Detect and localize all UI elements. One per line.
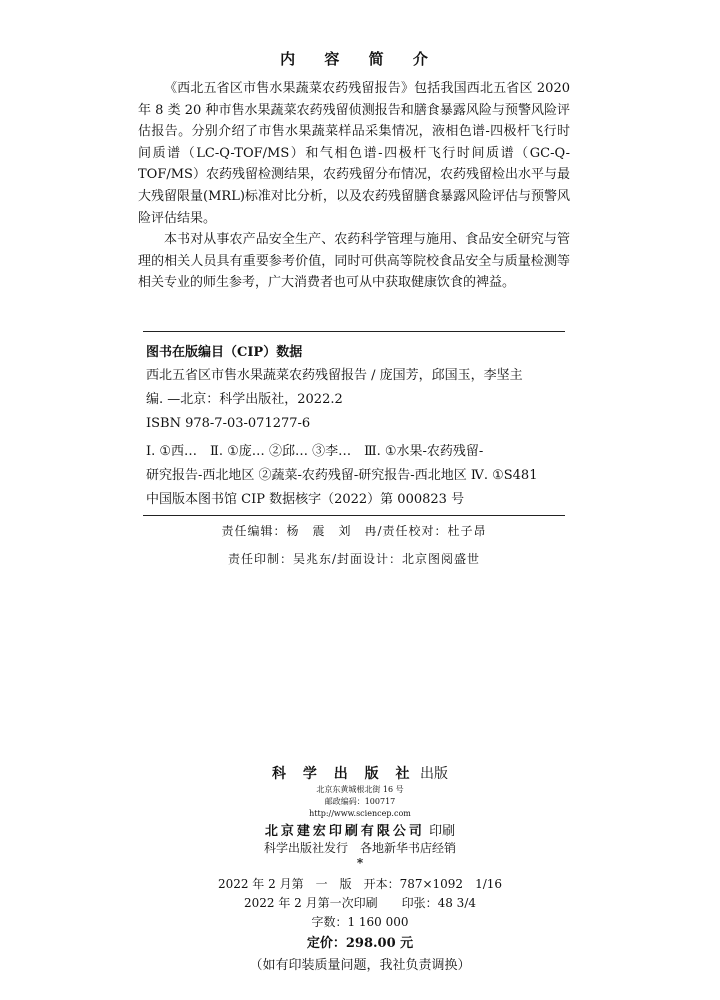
cip-top-divider [143, 331, 565, 332]
page-title: 内 容 简 介 [280, 50, 440, 68]
cip-data-block [146, 364, 564, 512]
publisher-line [0, 763, 720, 783]
cip-classification-line-2: 研究报告-西北地区 ②蔬菜-农药残留-研究报告-西北地区 Ⅳ. ①S481 [146, 468, 538, 483]
responsible-editors: 责任编辑：杨 震 刘 冉/责任校对：杜子昂 [221, 524, 487, 538]
price: 定价：298.00 元 [306, 936, 414, 951]
word-count: 字数：1 160 000 [311, 915, 409, 929]
cip-bottom-divider [143, 515, 565, 516]
summary-paragraph-1: 《西北五省区市售水果蔬菜农药残留报告》包括我国西北五省区 2020 年 8 类 20 种市售水果蔬菜农药残留侦测报告和膳食暴露风险与预警风险评估报告。分别介绍了市售水果蔬菜样品采集情况，液相色谱-四极杆飞行时间质谱（LC-Q-TOF/MS）和气相色谱-四极杆飞行时间质谱（GC-Q-TOF/MS）农药残留检测结果，农药残留分布情况，农药残留检出水平与最大残留限量(MRL)标准对比分析，以及农药残留膳食暴露风险评估与预警风险评估结果。 [138, 81, 570, 226]
printer-name: 北京建宏印刷有限公司 [264, 824, 425, 839]
cip-book-line-2: 编. —北京：科学出版社，2022.2 [146, 392, 343, 407]
cip-isbn: ISBN 978-7-03-071277-6 [146, 416, 311, 431]
book-summary [138, 78, 570, 294]
summary-paragraph-2: 本书对从事农产品安全生产、农药科学管理与施用、食品安全研究与管理的相关人员具有重要参考价值，同时可供高等院校食品安全与质量检测等相关专业的师生参考，广大消费者也可从中获取健康饮食的裨益。 [138, 232, 570, 291]
publisher-name: 科 学 出 版 社 [272, 766, 416, 782]
publisher-address: 北京东黄城根北街 16 号 [316, 785, 404, 794]
cip-data-number: 中国版本图书馆 CIP 数据核字（2022）第 000823 号 [146, 492, 465, 507]
printer-role: 印刷 [429, 824, 456, 839]
cip-heading: 图书在版编目（CIP）数据 [146, 345, 303, 360]
publisher-role: 出版 [419, 766, 448, 782]
edition-line: 2022 年 2 月第 一 版 开本：787×1092 1/16 [217, 877, 503, 891]
separator-star: * [356, 856, 364, 870]
printing-line: 2022 年 2 月第一次印刷 印张：48 3/4 [243, 896, 476, 910]
publisher-website: http://www.sciencep.com [309, 809, 411, 818]
cip-book-line-1: 西北五省区市售水果蔬菜农药残留报告 / 庞国芳，邱国玉，李坚主 [146, 368, 523, 383]
publisher-postcode: 邮政编码：100717 [324, 797, 396, 806]
responsible-printing-design: 责任印制：吴兆东/封面设计：北京图阅盛世 [227, 552, 481, 566]
printer-line [0, 820, 720, 839]
cip-classification-line-1: Ⅰ. ①西… Ⅱ. ①庞… ②邱… ③李… Ⅲ. ①水果-农药残留- [146, 444, 484, 459]
quality-notice: （如有印装质量问题，我社负责调换） [249, 958, 471, 973]
distribution-line: 科学出版社发行 各地新华书店经销 [263, 841, 456, 855]
